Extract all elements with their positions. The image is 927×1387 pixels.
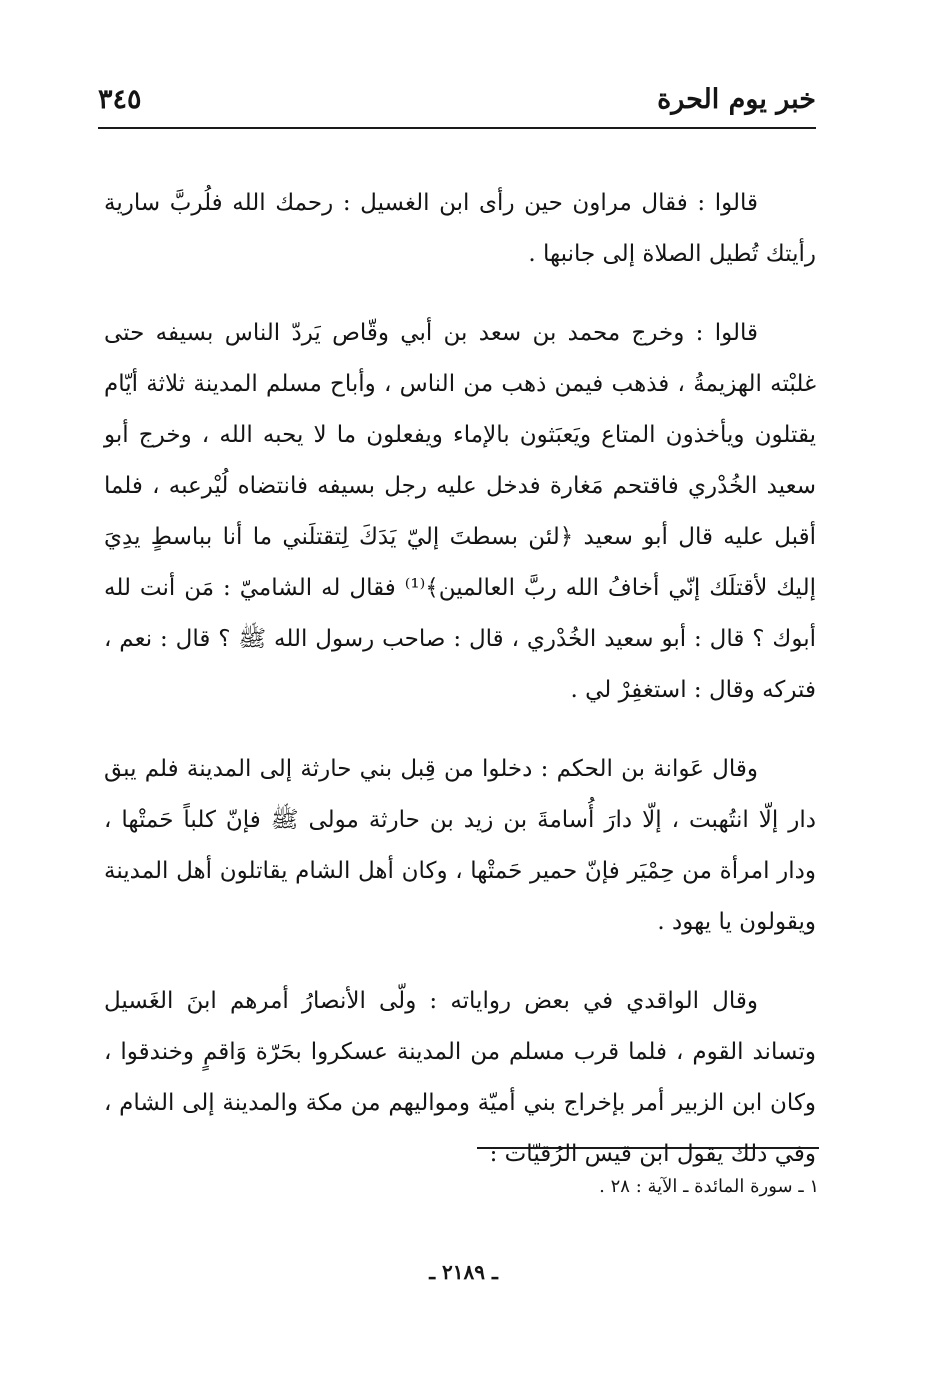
footnote-rule <box>477 1147 819 1149</box>
footnote: ١ ـ سورة المائدة ـ الآية : ٢٨ . <box>599 1176 819 1197</box>
page-header <box>98 78 816 126</box>
body-text <box>104 178 816 1208</box>
paragraph: وقال الواقدي في بعض رواياته : ولّى الأنصارُ أمرهم ابنَ الغَسيل وتساند القوم ، فلما قرب مسلم من المدينة عسكروا بحَرّة وَاقمٍ وخندقوا ، وكان ابن الزبير أمر بإخراج بني أميّة ومواليهم من مكة والمدينة إلى الشام ، وفي ذلك يقول ابن قيس الرُقيّات : <box>104 988 816 1167</box>
paragraph: وقال عَوانة بن الحكم : دخلوا من قِبل بني حارثة إلى المدينة فلم يبق دار إلّا انتُهبت ، إلّا دارَ أُسامةَ بن زيد بن حارثة مولى ﷺ فإنّ كلباً حَمتْها ، ودار امرأة من حِمْيَر فإنّ حمير حَمتْها ، وكان أهل الشام يقاتلون أهل المدينة ويقولون يا يهود . <box>104 756 816 935</box>
paragraph: قالوا : وخرج محمد بن سعد بن أبي وقّاص يَردّ الناس بسيفه حتى غلبْته الهزيمةُ ، فذهب فيمن ذهب من الناس ، وأباح مسلم المدينة ثلاثة أيّام يقتلون ويأخذون المتاع ويَعبَثون بالإماء ويفعلون ما لا يحبه الله ، وخرج أبو سعيد الخُدْري فاقتحم مَغارة فدخل عليه رجل بسيفه فانتضاه لُيْرعبه ، فلما أقبل عليه قال أبو سعيد ﴿لئن بسطتَ إليّ يَدَكَ لِتقتلَني ما أنا بباسطٍ يدِيَ إليك لأقتلَك إنّي أخافُ الله ربَّ العالمين﴾⁽¹⁾ فقال له الشاميّ : مَن أنت لله أبوك ؟ قال : أبو سعيد الخُدْري ، قال : صاحب رسول الله ﷺ ؟ قال : نعم ، فتركه وقال : استغفِرْ لي . <box>104 320 816 703</box>
paragraph: قالوا : فقال مراون حين رأى ابن الغسيل : رحمك الله فلُربَّ سارية رأيتك تُطيل الصلاة إلى جانبها . <box>104 190 816 267</box>
running-title: خبر يوم الحرة <box>657 84 816 115</box>
footer-page-number: ـ ٢١٨٩ ـ <box>429 1260 498 1284</box>
header-page-number: ٣٤٥ <box>98 84 142 115</box>
header-rule <box>98 127 816 129</box>
